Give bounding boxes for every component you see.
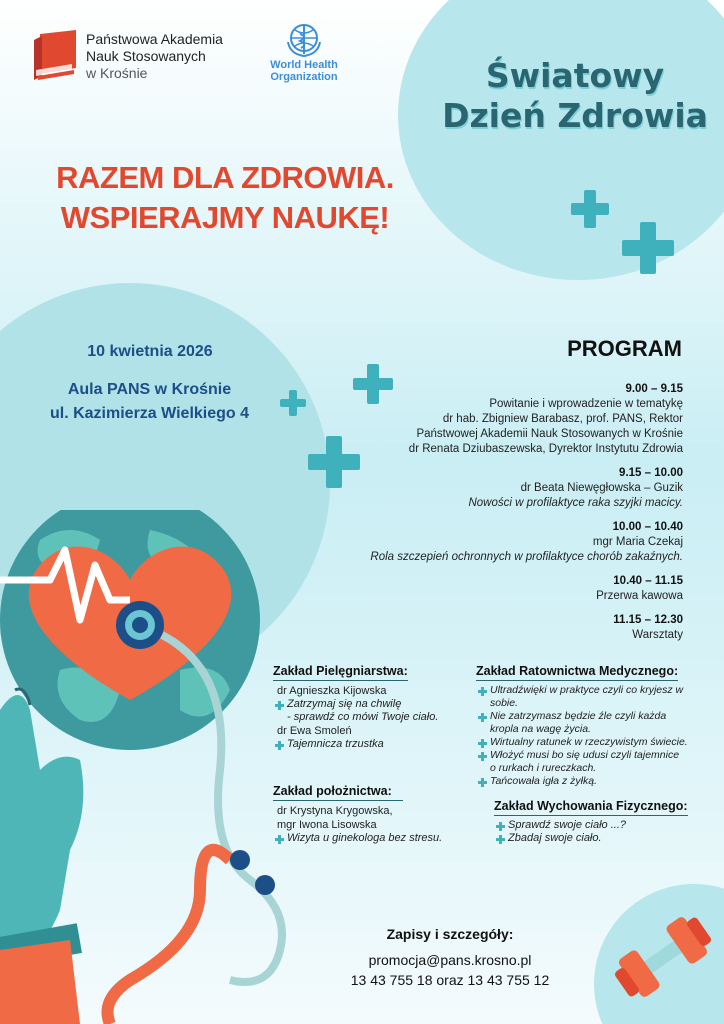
program-item: [320, 613, 683, 643]
program-item: [320, 520, 683, 565]
dumbbell-icon: [608, 912, 718, 1002]
event-title-line2: Dzień Zdrowia: [442, 96, 708, 135]
program-item-time: 9.00 – 9.15: [625, 383, 683, 395]
venue-line2: ul. Kazimierza Wielkiego 4: [49, 405, 250, 422]
program-item-line: Przerwa kawowa: [596, 590, 683, 602]
dept-topic-line: kropla na wagę życia.: [490, 723, 591, 735]
plus-icon: [571, 190, 609, 228]
program-item-line: Warsztaty: [632, 629, 683, 641]
dept-topic: Zbadaj swoje ciało.: [494, 832, 694, 845]
program-item-time: 10.40 – 11.15: [613, 575, 683, 587]
pans-logo: [32, 28, 232, 88]
program-item-talk: Rola szczepień ochronnych w profilaktyce chorób zakaźnych.: [370, 551, 683, 563]
dept-topic: [476, 710, 714, 736]
contact-heading: Zapisy i szczegóły:: [386, 926, 514, 942]
program-title: PROGRAM: [567, 336, 682, 361]
dept-emergency-heading: Zakład Ratownictwa Medycznego:: [476, 664, 678, 681]
dept-person: dr Ewa Smoleń: [277, 725, 352, 737]
program-item-talk: Nowości w profilaktyce raka szyjki macicy.: [468, 497, 683, 509]
health-illustration: [0, 510, 330, 1024]
venue-line1: Aula PANS w Krośnie: [67, 381, 232, 398]
dept-obstetrics-heading: Zakład położnictwa:: [273, 784, 403, 801]
program-item-time: 11.15 – 12.30: [613, 614, 683, 626]
program-item-time: 9.15 – 10.00: [619, 467, 683, 479]
dept-topic-line: Włożyć musi bo się udusi czyli tajemnice: [490, 749, 680, 761]
top-right-circle: [398, 0, 724, 280]
dept-topic-line: o rurkach i rureczkach.: [490, 762, 597, 774]
org-name-line1: Państwowa Akademia: [86, 31, 223, 47]
plus-icon: [622, 222, 674, 274]
dept-person: mgr Iwona Lisowska: [277, 819, 377, 831]
contact-email[interactable]: promocja@pans.krosno.pl: [368, 952, 532, 968]
program-item-line: dr Beata Niewęgłowska – Guzik: [520, 482, 683, 494]
event-date: 10 kwietnia 2026: [87, 343, 213, 360]
program-item: [320, 574, 683, 604]
program-item-line: Powitanie i wprowadzenie w tematykę: [489, 398, 683, 410]
dept-topic: Tańcowała igła z żyłką.: [476, 775, 714, 788]
program-item-time: 10.00 – 10.40: [612, 521, 683, 533]
dept-nursing: [273, 664, 453, 751]
program-item-line: dr Renata Dziubaszewska, Dyrektor Instytutu Zdrowia: [408, 443, 683, 455]
contact-phones: 13 43 755 18 oraz 13 43 755 12: [350, 972, 550, 988]
contact: [320, 926, 580, 990]
dept-topic-line: - sprawdź co mówi Twoje ciało.: [287, 711, 439, 723]
program-item-line: mgr Maria Czekaj: [592, 536, 683, 548]
dept-person: dr Krystyna Krygowska,: [277, 805, 393, 817]
dept-obstetrics: [273, 784, 463, 845]
who-name-line1: World Health: [270, 59, 338, 71]
dept-nursing-heading: Zakład Pielęgniarstwa:: [273, 664, 408, 681]
who-emblem-icon: [284, 22, 324, 58]
dept-topic-line: Nie zatrzymasz będzie źle czyli każda: [490, 710, 667, 722]
dept-person: dr Agnieszka Kijowska: [277, 685, 387, 697]
program-item-line: Państwowej Akademii Nauk Stosowanych w Krośnie: [416, 428, 683, 440]
slogan-line2: WSPIERAJMY NAUKĘ!: [60, 200, 390, 235]
pans-logo-icon: [32, 30, 80, 82]
program-item: [320, 382, 683, 457]
slogan-line1: RAZEM DLA ZDROWIA.: [56, 160, 394, 195]
who-logo: [264, 22, 344, 92]
dept-topic: Wirtualny ratunek w rzeczywistym świecie.: [476, 736, 714, 749]
program-list: [320, 382, 683, 643]
event-title-line1: Światowy: [485, 56, 665, 95]
slogan: [30, 158, 420, 238]
event-venue: [12, 378, 287, 426]
dept-topic: [476, 749, 714, 775]
dept-topic-line: Zatrzymaj się na chwilę: [287, 698, 402, 710]
dept-topic: Ultradźwięki w praktyce czyli co kryjesz w sobie.: [476, 684, 714, 710]
program-item-line: dr hab. Zbigniew Barabasz, prof. PANS, Rektor: [442, 413, 683, 425]
dept-emergency: [476, 664, 714, 788]
dept-pe-heading: Zakład Wychowania Fizycznego:: [494, 799, 688, 816]
program-item: [320, 466, 683, 511]
dept-topic: Wizyta u ginekologa bez stresu.: [273, 832, 463, 845]
event-title: [440, 56, 710, 136]
who-name-line2: Organization: [270, 71, 338, 83]
org-name-line3: w Krośnie: [86, 65, 148, 81]
org-name-line2: Nauk Stosowanych: [86, 48, 206, 64]
dept-pe: [494, 799, 694, 845]
dept-topic: Sprawdź swoje ciało ...?: [494, 819, 694, 832]
dept-topic: Tajemnicza trzustka: [273, 738, 453, 751]
dept-topic: [273, 698, 453, 724]
